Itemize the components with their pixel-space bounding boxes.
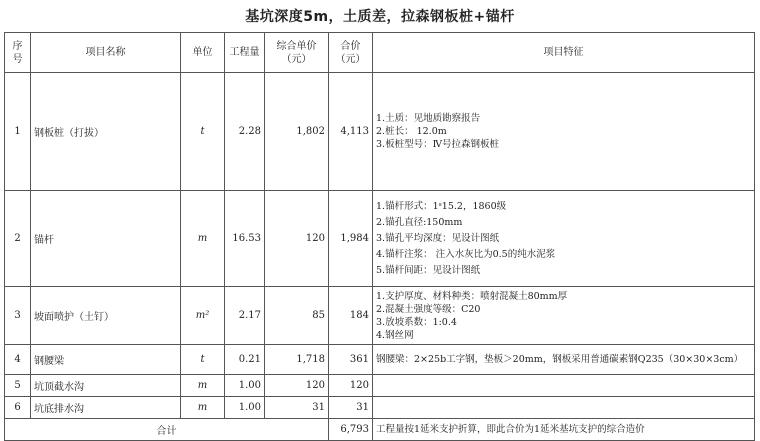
header-features: 项目特征: [373, 33, 755, 73]
row-unit: m: [181, 191, 225, 287]
table-row: [5, 397, 755, 419]
row-unit: m: [181, 375, 225, 397]
table-row: [5, 191, 755, 287]
feature-line: 3.放坡系数：1:0.4: [376, 316, 457, 328]
row-qty: 16.53: [225, 191, 265, 287]
row-total: 184: [329, 287, 373, 345]
header-total: 合价（元）: [329, 33, 373, 73]
row-qty: 0.21: [225, 345, 265, 375]
row-seq: 3: [5, 287, 31, 345]
cost-table: [4, 32, 755, 441]
row-features: [373, 191, 755, 287]
row-total: 1,984: [329, 191, 373, 287]
table-row: [5, 375, 755, 397]
table-row: [5, 345, 755, 375]
row-unit: m: [181, 397, 225, 419]
row-unit: m²: [181, 287, 225, 345]
row-name: 坑顶截水沟: [31, 375, 181, 397]
row-qty: 1.00: [225, 375, 265, 397]
header-name: 项目名称: [31, 33, 181, 73]
row-features: [373, 375, 755, 397]
row-unit-price: 1,718: [265, 345, 329, 375]
row-seq: 5: [5, 375, 31, 397]
feature-line: 1.土质：见地质勘察报告: [376, 113, 481, 124]
row-unit-price: 120: [265, 191, 329, 287]
feature-line: 5.锚杆间距：见设计图纸: [376, 265, 481, 276]
feature-line: 2.锚孔直径:150mm: [376, 217, 463, 228]
header-unit-price: 综合单价（元）: [265, 33, 329, 73]
row-unit: t: [181, 345, 225, 375]
table-header-row: [5, 33, 755, 73]
row-seq: 6: [5, 397, 31, 419]
row-unit-price: 1,802: [265, 73, 329, 191]
table-row: [5, 287, 755, 345]
feature-line: 钢腰梁：2×25b工字钢，垫板＞20mm，钢板采用普通碳素钢Q235（30×30×3cm）: [376, 354, 744, 365]
summary-total: 6,793: [329, 419, 373, 441]
row-name: 钢腰梁: [31, 345, 181, 375]
row-seq: 1: [5, 73, 31, 191]
feature-line: 3.板桩型号：Ⅳ号拉森钢板桩: [376, 139, 500, 150]
row-unit: t: [181, 73, 225, 191]
summary-note: 工程量按1延米支护折算，即此合价为1延米基坑支护的综合造价: [373, 419, 755, 441]
feature-line: 2.混凝土强度等级：C20: [376, 303, 481, 315]
row-total: 361: [329, 345, 373, 375]
row-unit-price: 120: [265, 375, 329, 397]
row-features: [373, 287, 755, 345]
summary-label: 合计: [5, 419, 329, 441]
row-features: [373, 397, 755, 419]
row-total: 4,113: [329, 73, 373, 191]
feature-line: 1.锚杆形式：1ˢ15.2，1860级: [376, 201, 507, 212]
row-seq: 2: [5, 191, 31, 287]
feature-line: 3.锚孔平均深度：见设计图纸: [376, 233, 500, 244]
row-features: [373, 345, 755, 375]
page-title: 基坑深度5m，土质差，拉森钢板桩+锚杆: [245, 9, 515, 25]
row-unit-price: 85: [265, 287, 329, 345]
row-total: 120: [329, 375, 373, 397]
row-qty: 2.17: [225, 287, 265, 345]
feature-line: 4.锚杆注浆： 注入水灰比为0.5的纯水泥浆: [376, 249, 556, 260]
feature-line: 2.桩长： 12.0m: [376, 126, 447, 137]
row-name: 钢板桩（打拔）: [31, 73, 181, 191]
row-name: 坡面喷护（土钉）: [31, 287, 181, 345]
table-row: [5, 73, 755, 191]
feature-line: 1.支护厚度、材料种类：喷射混凝土80mm厚: [376, 290, 568, 302]
row-name: 坑底排水沟: [31, 397, 181, 419]
row-total: 31: [329, 397, 373, 419]
row-name: 锚杆: [31, 191, 181, 287]
row-qty: 2.28: [225, 73, 265, 191]
summary-row: [5, 419, 755, 441]
row-features: [373, 73, 755, 191]
feature-line: 4.钢丝网: [376, 329, 414, 341]
header-qty: 工程量: [225, 33, 265, 73]
header-unit: 单位: [181, 33, 225, 73]
row-unit-price: 31: [265, 397, 329, 419]
header-seq: 序号: [5, 33, 31, 73]
row-seq: 4: [5, 345, 31, 375]
row-qty: 1.00: [225, 397, 265, 419]
